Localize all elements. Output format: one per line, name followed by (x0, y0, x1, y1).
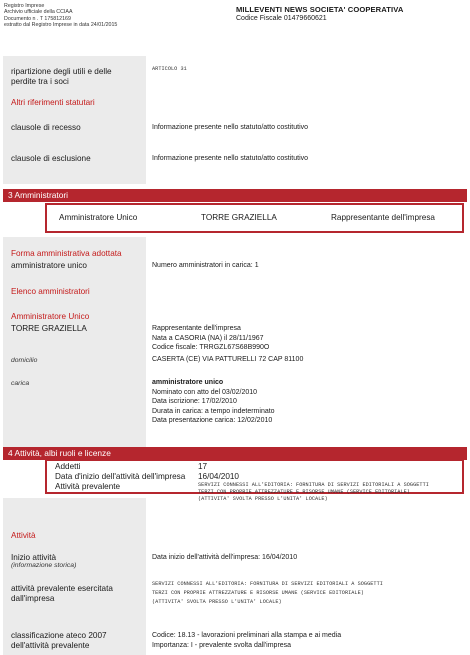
inizio-value: 16/04/2010 (198, 472, 239, 481)
prevalente-value (198, 482, 429, 504)
carica-details (152, 378, 275, 426)
prevalente-label: Attività prevalente (55, 482, 121, 491)
prevalente-line: SERVIZI CONNESSI ALL'EDITORIA: FORNITURA DI SERVIZI EDITORIALI A SOGGETTI (198, 482, 429, 488)
carica-label: carica (11, 380, 30, 387)
recesso-value: Informazione presente nello statuto/atto costitutivo (152, 124, 309, 131)
forma-label: amministratore unico (11, 261, 87, 270)
addetti-label: Addetti (55, 462, 81, 471)
summary-name: TORRE GRAZIELLA (201, 213, 277, 222)
ateco-line: Codice: 18.13 - lavorazioni preliminari alla stampa e ai media (152, 632, 342, 639)
registry-line: Registro Imprese (4, 3, 45, 9)
registry-line: estratto dal Registro Imprese in data 24/01/2015 (4, 22, 118, 29)
prevalente-esercitata-value (152, 580, 383, 608)
prevalente-esercitata-line: SERVIZI CONNESSI ALL'EDITORIA: FORNITURA DI SERVIZI EDITORIALI A SOGGETTI (152, 581, 383, 587)
elenco-amministratori-title: Elenco amministratori (11, 287, 90, 296)
carica-line: Nominato con atto del 03/02/2010 (152, 388, 258, 396)
admin-detail-line: Codice fiscale: TRRGZL67S68B990O (152, 344, 270, 352)
prevalente-esercitata-label: attività prevalente esercitata dall'impresa (11, 584, 113, 603)
registry-header (4, 3, 117, 29)
prevalente-esercitata-line: TERZI CON PROPRIE ATTREZZATURE E RISORSE UMANE (SERVICE EDITORIALE) (152, 590, 364, 597)
altri-riferimenti-title: Altri riferimenti statutari (11, 98, 95, 107)
inizio-attivita-value: Data inizio dell'attività dell'impresa: 16/04/2010 (152, 554, 298, 561)
company-header (236, 5, 403, 22)
forma-amministrativa-title: Forma amministrativa adottata (11, 249, 122, 258)
carica-line: Durata in carica: a tempo indeterminato (152, 407, 275, 415)
registry-line: Documento n . T 175812169 (4, 15, 71, 22)
inizio-label: Data d'inizio dell'attività dell'impresa (55, 472, 186, 481)
inizio-attivita-label: Inizio attività (11, 553, 57, 562)
admin-name: TORRE GRAZIELLA (11, 324, 87, 333)
company-name: MILLEVENTI NEWS SOCIETA' COOPERATIVA (236, 5, 404, 14)
esclusione-label: clausole di esclusione (11, 154, 91, 163)
inizio-attivita-sub: (informazione storica) (11, 562, 77, 569)
addetti-value: 17 (198, 462, 208, 471)
prevalente-line: (ATTIVITA' SVOLTA PRESSO L'UNITA' LOCALE) (198, 496, 328, 503)
attivita-title: Attività (11, 531, 36, 540)
recesso-label: clausole di recesso (11, 123, 81, 132)
ateco-value (152, 631, 341, 650)
admin-detail-line: Rappresentante dell'impresa (152, 325, 241, 332)
domicilio-value: CASERTA (CE) VIA PATTURELLI 72 CAP 81100 (152, 356, 304, 363)
fiscal-code: Codice Fiscale 01479660621 (236, 15, 327, 22)
summary-role: Amministratore Unico (59, 213, 138, 222)
ripartizione-value: ARTICOLO 31 (152, 66, 187, 72)
registry-line: Archivio ufficiale della CCIAA (4, 9, 73, 16)
summary-desc: Rappresentante dell'impresa (331, 213, 435, 222)
admin-details (152, 324, 269, 353)
ateco-line: Importanza: I - prevalente svolta dall'impresa (152, 641, 292, 649)
carica-title: amministratore unico (152, 379, 224, 386)
section-3-header: 3 Amministratori (3, 189, 467, 202)
carica-line: Data presentazione carica: 12/02/2010 (152, 417, 273, 425)
esclusione-value: Informazione presente nello statuto/atto costitutivo (152, 155, 309, 162)
prevalente-esercitata-line: (ATTIVITA' SVOLTA PRESSO L'UNITA' LOCALE) (152, 599, 282, 606)
domicilio-label: domicilio (11, 357, 38, 364)
admin-summary-box (45, 203, 464, 233)
section-4-header: 4 Attività, albi ruoli e licenze (3, 447, 467, 460)
activity-summary-box (45, 459, 464, 503)
carica-line: Data iscrizione: 17/02/2010 (152, 398, 237, 406)
prevalente-line: TERZI CON PROPRIE ATTREZZATURE E RISORSE UMANE (SERVICE EDITORIALE) (198, 489, 410, 496)
ripartizione-label: ripartizione degli utili e delle perdite tra i soci (11, 67, 112, 86)
ateco-label: classificazione ateco 2007 dell'attività prevalente (11, 631, 107, 650)
admin-detail-line: Nata a CASORIA (NA) il 28/11/1967 (152, 334, 264, 342)
admin-role: Amministratore Unico (11, 312, 90, 321)
forma-value: Numero amministratori in carica: 1 (152, 262, 259, 269)
